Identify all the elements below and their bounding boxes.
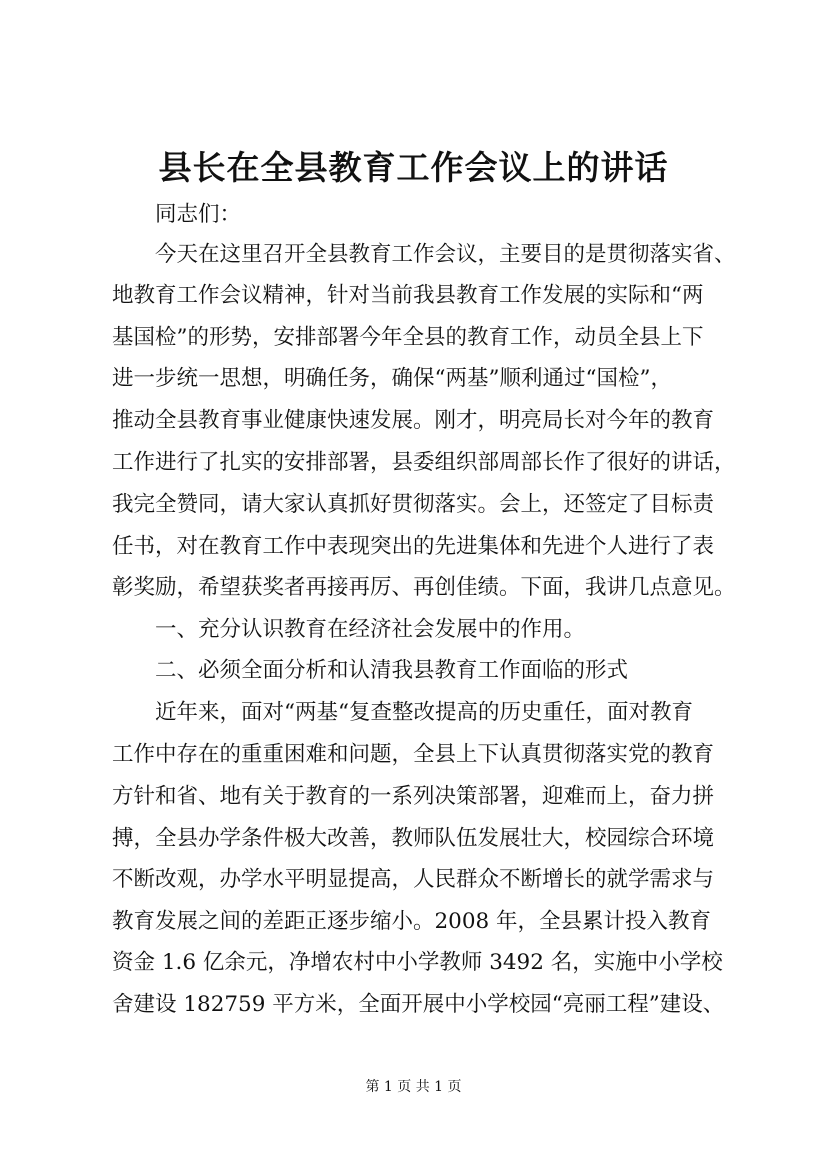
body-line: 今天在这里召开全县教育工作会议，主要目的是贯彻落实省、 <box>155 242 736 267</box>
body-line: 搏，全县办学条件极大改善，教师队伍发展壮大，校园综合环境 <box>112 826 715 851</box>
document-title: 县长在全县教育工作会议上的讲话 <box>158 148 669 187</box>
section-heading-2: 二、必须全面分析和认清我县教育工作面临的形式 <box>155 658 629 683</box>
body-line: 舍建设 182759 平方米，全面开展中小学校园“亮丽工程”建设、 <box>112 992 725 1017</box>
body-line: 进一步统一思想，明确任务，确保“两基”顺利通过“国检”， <box>112 366 672 391</box>
body-line: 近年来，面对“两基“复查整改提高的历史重任，面对教育 <box>155 700 693 725</box>
body-line: 任书，对在教育工作中表现突出的先进集体和先进个人进行了表 <box>112 534 715 559</box>
body-line: 教育发展之间的差距正逐步缩小。2008 年，全县累计投入教育 <box>112 909 712 934</box>
body-line: 地教育工作会议精神，针对当前我县教育工作发展的实际和“两 <box>112 283 704 308</box>
body-line: 我完全赞同，请大家认真抓好贯彻落实。会上，还签定了目标责 <box>112 492 715 517</box>
body-line: 不断改观，办学水平明显提高，人民群众不断增长的就学需求与 <box>112 867 715 892</box>
body-line: 资金 1.6 亿余元，净增农村中小学教师 3492 名，实施中小学校 <box>112 950 723 975</box>
body-line: 工作中存在的重重困难和问题，全县上下认真贯彻落实党的教育 <box>112 742 715 767</box>
body-line: 基国检”的形势，安排部署今年全县的教育工作，动员全县上下 <box>112 325 704 350</box>
salutation: 同志们： <box>155 202 242 227</box>
section-heading-1: 一、充分认识教育在经济社会发展中的作用。 <box>155 617 586 642</box>
body-line: 工作进行了扎实的安排部署，县委组织部周部长作了很好的讲话， <box>112 450 736 475</box>
body-line: 方针和省、地有关于教育的一系列决策部署，迎难而上，奋力拼 <box>112 784 715 809</box>
page-footer: 第 1 页 共 1 页 <box>365 1079 462 1095</box>
body-line: 推动全县教育事业健康快速发展。刚才，明亮局长对今年的教育 <box>112 408 715 433</box>
body-line: 彰奖励，希望获奖者再接再厉、再创佳绩。下面，我讲几点意见。 <box>112 575 736 600</box>
